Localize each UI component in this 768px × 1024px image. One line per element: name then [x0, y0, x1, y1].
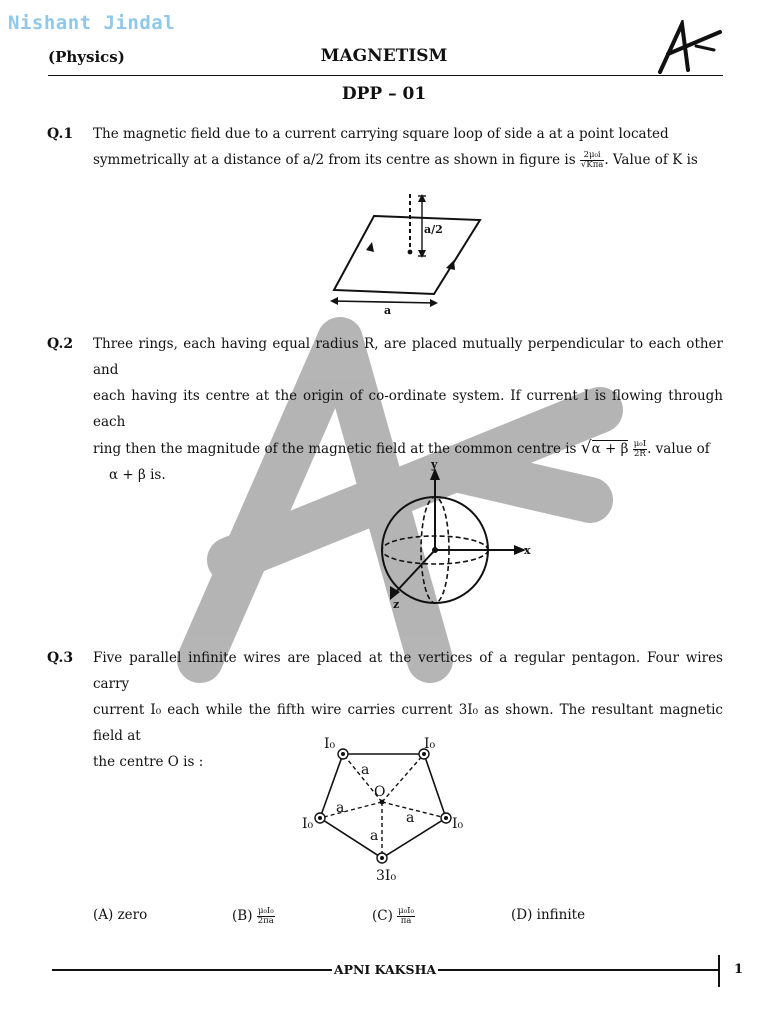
- subject-label: (Physics): [48, 48, 125, 66]
- fraction-denominator: √Kπa: [580, 160, 604, 170]
- chapter-title: MAGNETISM: [320, 46, 448, 66]
- header-rule: [48, 75, 723, 76]
- author-watermark: Nishant Jindal: [8, 12, 176, 34]
- wire-label-top-right: I₀: [424, 736, 436, 752]
- question-line: The magnetic field due to a current carrying square loop of side a at a point located: [93, 126, 669, 142]
- question-number: Q.2: [47, 336, 74, 352]
- question-text-segment: . Value of K is: [604, 152, 698, 168]
- question-line: Three rings, each having equal radius R, are placed mutually perpendicular to each other and: [93, 336, 723, 378]
- option-d[interactable]: (D) infinite: [511, 907, 586, 923]
- footer-label: APNI KAKSHA: [333, 962, 437, 977]
- question-text-segment: . value of: [647, 441, 710, 457]
- axis-label-z: z: [393, 598, 400, 611]
- question-line: the centre O is :: [93, 754, 204, 770]
- axis-label-y: y: [431, 458, 438, 471]
- formula-fraction: [633, 440, 647, 459]
- question-line: [93, 147, 723, 173]
- footer-tick: [718, 955, 720, 987]
- figure-label-side: a: [384, 304, 392, 317]
- question-text-segment: ring then the magnitude of the magnetic field at the common centre is: [93, 441, 577, 457]
- formula-fraction: [580, 151, 604, 170]
- sqrt-expression: α + β: [591, 441, 629, 457]
- wire-label-top-left: I₀: [324, 736, 336, 752]
- option-a[interactable]: (A) zero: [93, 907, 148, 923]
- fraction-numerator: μ₀I₀: [257, 906, 274, 916]
- distance-label: a: [406, 810, 415, 826]
- question-text: [93, 121, 723, 173]
- fraction-numerator: 2μ₀i: [580, 151, 604, 161]
- formula-fraction: [397, 907, 415, 926]
- wire-label-bottom: 3I₀: [376, 868, 397, 884]
- apni-kaksha-logo: [652, 20, 724, 76]
- question-line: Five parallel infinite wires are placed at the vertices of a regular pentagon. Four wires carry: [93, 650, 723, 692]
- figure-label-distance: a/2: [424, 223, 443, 236]
- question-line: current I₀ each while the fifth wire carries current 3I₀ as shown. The resultant magnetic field at: [93, 702, 723, 744]
- question-text-segment: symmetrically at a distance of a/2 from its centre as shown in figure is: [93, 152, 576, 168]
- option-label: (B): [232, 908, 253, 924]
- question-number: Q.3: [47, 650, 74, 666]
- page-number: 1: [734, 962, 744, 977]
- option-c[interactable]: [372, 907, 415, 926]
- square-loop-figure: [326, 190, 486, 318]
- option-b[interactable]: [232, 907, 275, 926]
- fraction-denominator: 2πa: [257, 916, 274, 926]
- three-rings-figure: [380, 456, 540, 612]
- formula-fraction: [257, 907, 275, 926]
- distance-label: a: [336, 800, 345, 816]
- question-line: α + β is.: [109, 467, 166, 483]
- fraction-denominator: 2R: [634, 449, 646, 459]
- option-label: (C): [372, 908, 393, 924]
- wire-label-right: I₀: [452, 816, 464, 832]
- sqrt-sign: √: [580, 438, 592, 458]
- distance-label: a: [361, 762, 370, 778]
- sheet-title: DPP – 01: [341, 84, 427, 104]
- axis-label-x: x: [524, 544, 531, 557]
- question-line: each having its centre at the origin of co-ordinate system. If current I is flowing through each: [93, 388, 723, 430]
- fraction-denominator: πa: [400, 916, 412, 926]
- centre-label: O: [374, 784, 386, 800]
- footer-rule: [438, 969, 720, 971]
- wire-label-left: I₀: [302, 816, 314, 832]
- pentagon-wires-figure: [300, 732, 470, 884]
- footer-rule: [52, 969, 332, 971]
- distance-label: a: [370, 828, 379, 844]
- fraction-numerator: μ₀I₀: [398, 906, 414, 916]
- fraction-numerator: μ₀I: [633, 439, 647, 449]
- question-number: Q.1: [47, 126, 74, 142]
